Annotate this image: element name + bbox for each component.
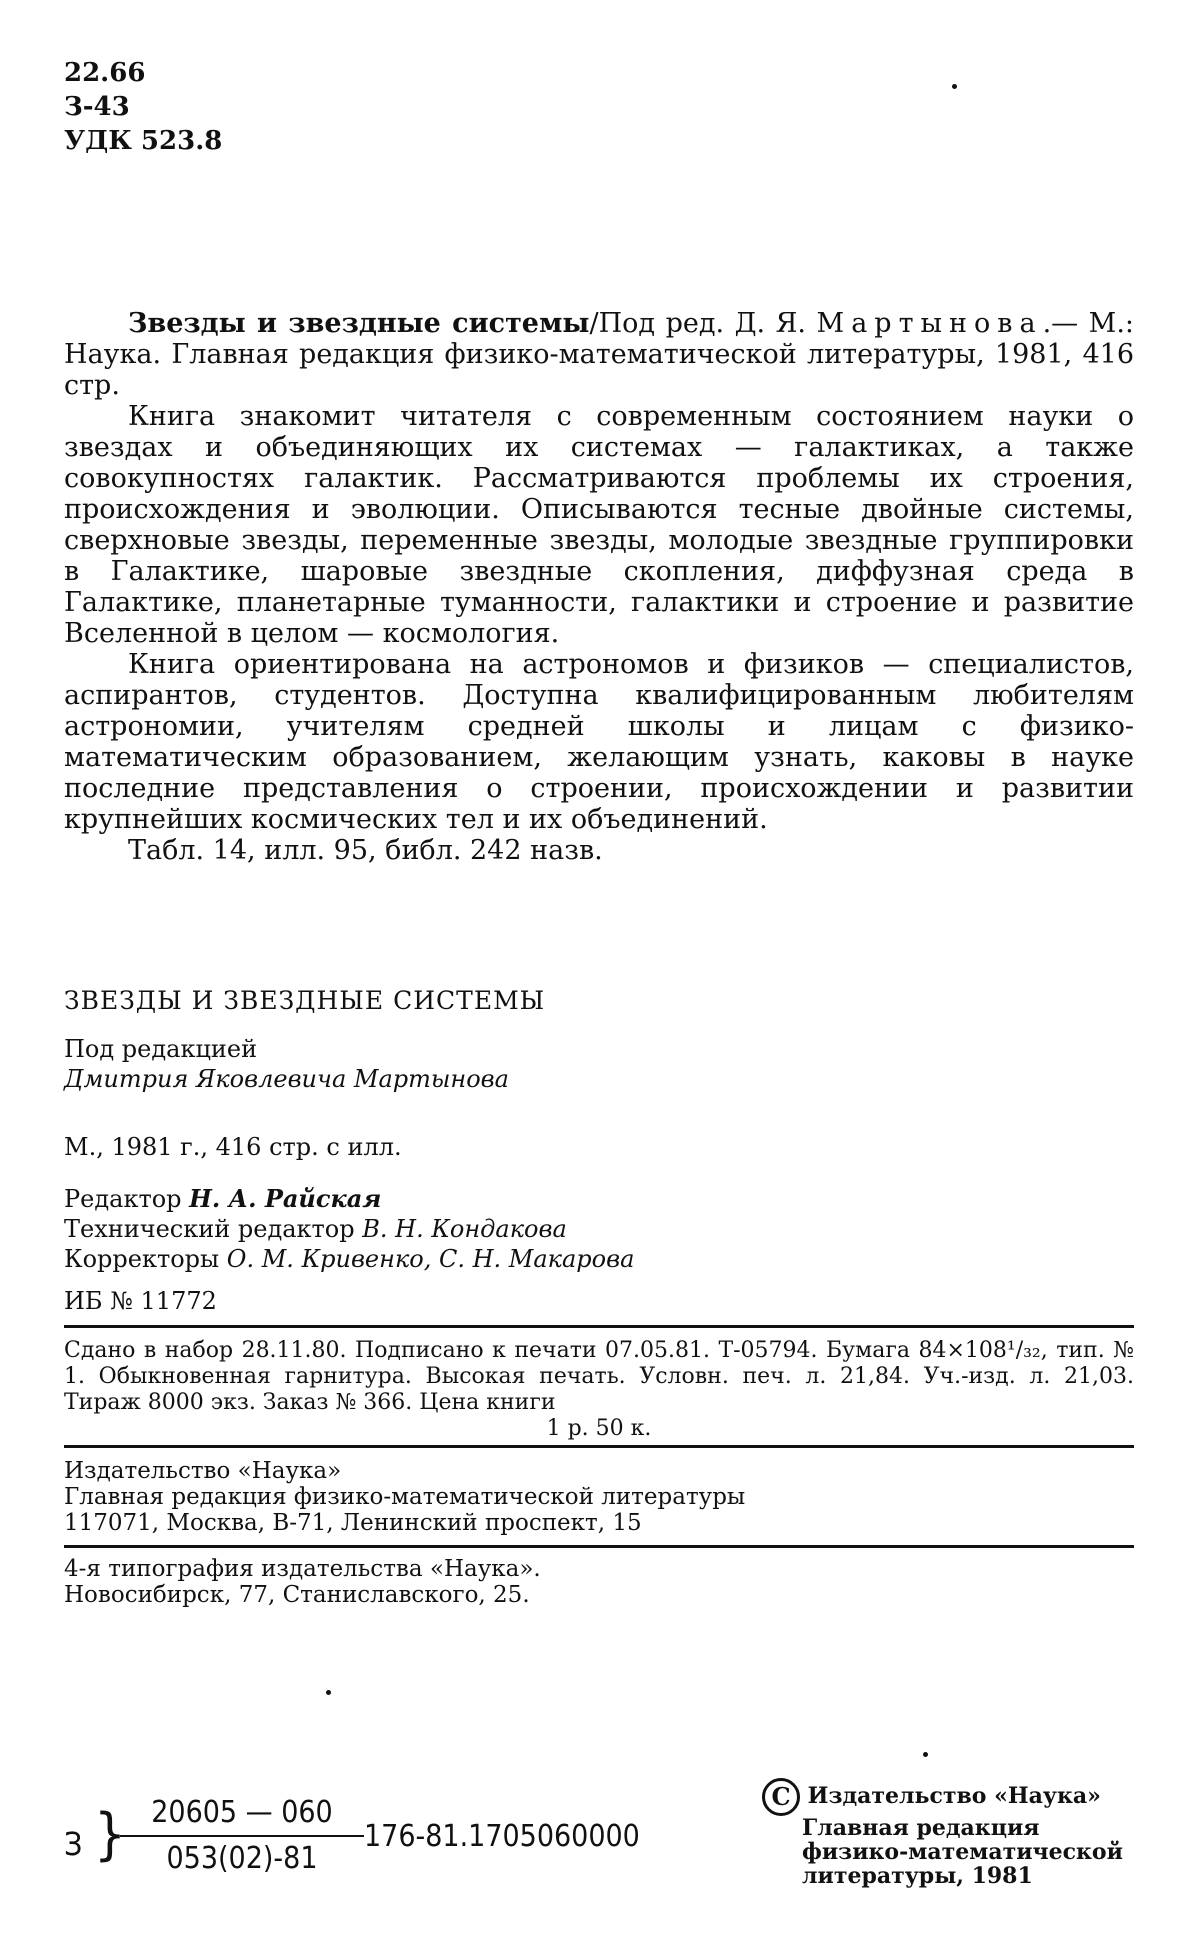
annotation-paragraph-3: Табл. 14, илл. 95, библ. 242 назв. bbox=[128, 835, 603, 866]
imprint-title: ЗВЕЗДЫ И ЗВЕЗДНЫЕ СИСТЕМЫ bbox=[64, 986, 546, 1015]
print-speck bbox=[952, 84, 957, 89]
copyright-first-line bbox=[762, 1778, 1123, 1816]
publisher-address: 117071, Москва, В-71, Ленинский проспект, 15 bbox=[64, 1510, 642, 1536]
publication-data bbox=[64, 1338, 1134, 1442]
fraction-bar bbox=[120, 1835, 364, 1837]
copyright-line: литературы, 1981 bbox=[802, 1863, 1033, 1889]
print-speck bbox=[326, 1690, 331, 1695]
imprint-editor-full-name: Дмитрия Яковлевича Мартынова bbox=[64, 1065, 509, 1093]
catalog-prefix: З bbox=[64, 1825, 83, 1863]
classification-code-author: З-43 bbox=[64, 92, 130, 122]
publisher-name: Издательство «Наука» bbox=[64, 1458, 342, 1484]
editor-surname: Мартынова bbox=[816, 308, 1043, 339]
print-speck bbox=[923, 1752, 928, 1757]
copyright-line: Главная редакция bbox=[802, 1815, 1040, 1841]
classification-code-bbk: 22.66 bbox=[64, 58, 146, 88]
correctors-label: Корректоры bbox=[64, 1245, 220, 1273]
publication-data-text: Сдано в набор 28.11.80. Подписано к печати 07.05.81. Т-05794. Бумага 84×108¹/₃₂, тип. № 1. Обыкновенная гарнитура. Высокая печать. Условн. печ. л. 21,84. Уч.-изд. л. 21,03. Тираж 8000 экз. Заказ № 366. Цена книги bbox=[64, 1338, 1134, 1415]
annotation-paragraph-1: Книга знакомит читателя с современным состоянием науки о звездах и объединяющих их системах — галактиках, а также совокупностях галактик. Рассматриваются проблемы их строения, происхождения и эволюции. Описываются тесные двойные системы, сверхновые звезды, переменные звезды, молодые звездные группировки в Галактике, шаровые звездные скопления, диффузная среда в Галактике, планетарные туманности, галактики и строение и развитие Вселенной в целом — космология. bbox=[64, 401, 1134, 649]
editor-name: Н. А. Райская bbox=[189, 1184, 382, 1213]
price: 1 р. 50 к. bbox=[546, 1416, 652, 1441]
copyright-line: физико-математической bbox=[802, 1839, 1123, 1865]
divider bbox=[64, 1325, 1134, 1328]
printer-name: 4-я типография издательства «Наука». bbox=[64, 1556, 541, 1582]
imprint-rest: .— М.: Наука. Главная редакция физико-математической литературы, 1981, 416 стр. bbox=[64, 308, 1134, 401]
title-rest: /Под ред. Д. Я. bbox=[589, 308, 817, 339]
divider bbox=[64, 1545, 1134, 1548]
copyright-line: Издательство «Наука» bbox=[807, 1783, 1101, 1809]
publisher-department: Главная редакция физико-математической литературы bbox=[64, 1484, 746, 1510]
imprint-tech-editor bbox=[64, 1214, 567, 1244]
imprint-correctors bbox=[64, 1244, 634, 1274]
classification-code-udk: УДК 523.8 bbox=[64, 126, 223, 156]
bracket-glyph: } bbox=[94, 1802, 127, 1867]
correctors-names: О. М. Кривенко, С. Н. Макарова bbox=[226, 1245, 635, 1273]
catalog-denominator: 053(02)-81 bbox=[166, 1841, 318, 1876]
bibliographic-entry bbox=[64, 308, 1134, 401]
book-title: Звезды и звездные системы bbox=[128, 308, 590, 339]
divider bbox=[64, 1445, 1134, 1448]
annotation bbox=[64, 308, 1134, 866]
copyright-block bbox=[762, 1778, 1123, 1888]
tech-editor-label: Технический редактор bbox=[64, 1215, 355, 1243]
imprint-place-year: М., 1981 г., 416 стр. с илл. bbox=[64, 1133, 402, 1161]
publisher-block bbox=[64, 1458, 745, 1536]
copyright-icon: C bbox=[762, 1778, 800, 1816]
printer-address: Новосибирск, 77, Станиславского, 25. bbox=[64, 1582, 530, 1608]
printer-block bbox=[64, 1556, 541, 1608]
editor-label: Редактор bbox=[64, 1185, 182, 1213]
catalog-numerator: 20605 — 060 bbox=[151, 1795, 333, 1830]
imprint-under-editorship: Под редакцией bbox=[64, 1035, 258, 1063]
annotation-paragraph-2: Книга ориентирована на астрономов и физиков — специалистов, аспирантов, студентов. Доступна квалифицированным любителям астрономии, учителям средней школы и лицам с физико-математическим образованием, желающим узнать, каковы в науке последние представления о строении, происхождении и развитии крупнейших космических тел и их объединений. bbox=[64, 649, 1134, 835]
imprint-editor bbox=[64, 1184, 381, 1214]
catalog-suffix: 176-81.1705060000 bbox=[364, 1819, 640, 1854]
imprint-ib-number: ИБ № 11772 bbox=[64, 1287, 217, 1315]
tech-editor-name: В. Н. Кондакова bbox=[362, 1215, 567, 1243]
